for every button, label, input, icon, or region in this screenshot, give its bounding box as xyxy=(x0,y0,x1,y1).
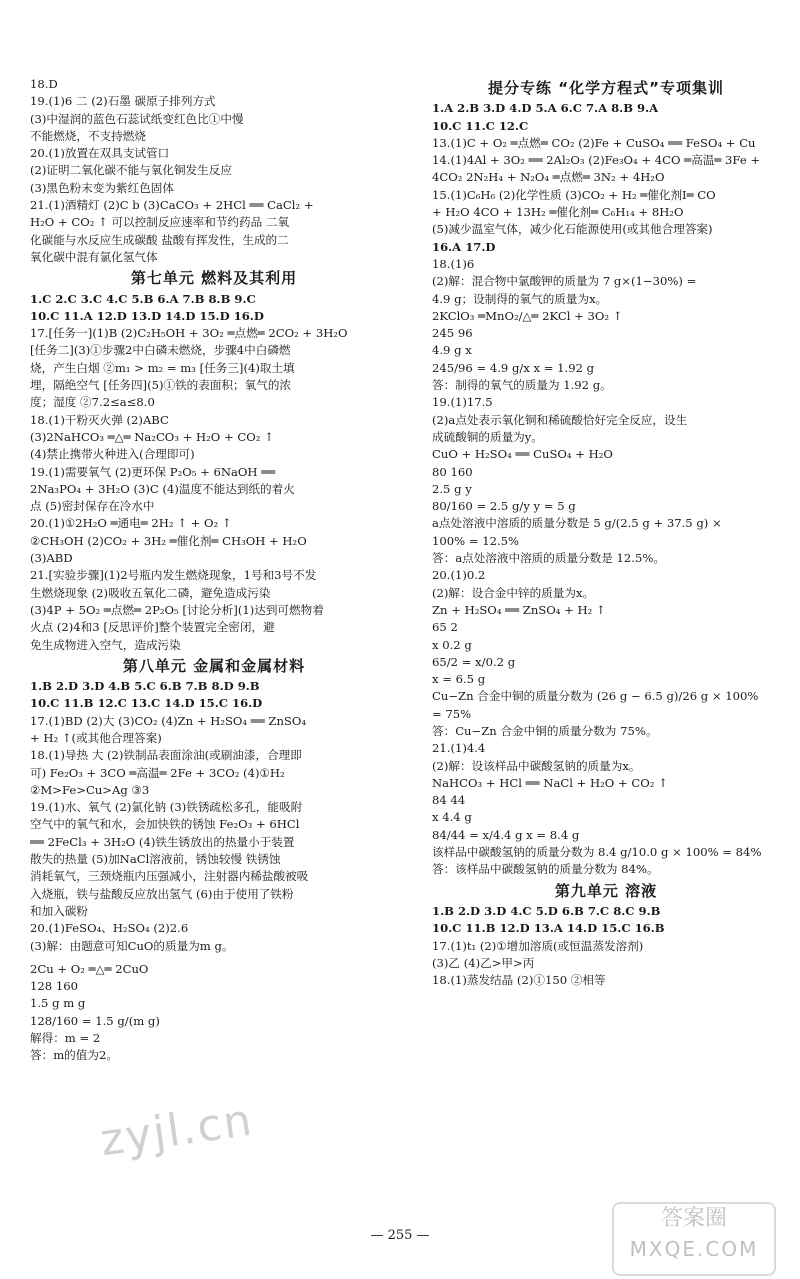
answer-line: CuO + H₂SO₄ ══ CuSO₄ + H₂O xyxy=(432,447,613,462)
answer-line: 2Na₃PO₄ + 3H₂O (3)C (4)温度不能达到纸的着火 xyxy=(30,481,295,496)
answer-line: 生燃烧现象 (2)吸收五氧化二磷，避免造成污染 xyxy=(30,585,271,600)
answer-line: x 0.2 g xyxy=(432,637,472,652)
answer-line: 19.(1)6 二 (2)石墨 碳原子排列方式 xyxy=(30,94,216,109)
answer-line: 18.(1)干粉灭火弹 (2)ABC xyxy=(30,412,169,427)
answer-line: 19.(1)水、氧气 (2)氯化钠 (3)铁锈疏松多孔，能吸附 xyxy=(30,800,303,815)
answer-line: NaHCO₃ + HCl ══ NaCl + H₂O + CO₂ ↑ xyxy=(432,775,668,790)
answer-line: 免生成物进入空气，造成污染 xyxy=(30,637,181,652)
answer-line: 13.(1)C + O₂ ═点燃═ CO₂ (2)Fe + CuSO₄ ══ FeSO₄ + Cu xyxy=(432,135,756,150)
answer-line: 18.(1)导热 大 (2)铁制品表面涂油(或刷油漆，合理即 xyxy=(30,748,302,763)
answer-line: 不能燃烧，不支持燃烧 xyxy=(30,128,146,143)
answer-line: H₂O + CO₂ ↑ 可以控制反应速率和节约药品 二氧 xyxy=(30,215,290,230)
answer-line: (2)解：设合金中锌的质量为x。 xyxy=(432,585,595,600)
answer-line: 20.(1)①2H₂O ═通电═ 2H₂ ↑ + O₂ ↑ xyxy=(30,516,232,531)
answer-line: 度；湿度 ②7.2≤a≤8.0 xyxy=(30,395,155,410)
watermark-left: zyjl.cn xyxy=(97,1094,257,1167)
answer-key-line: 1.B 2.D 3.D 4.C 5.D 6.B 7.C 8.C 9.B xyxy=(432,903,661,918)
answer-key-line: 10.C 11.C 12.C xyxy=(432,118,529,133)
answer-line: 100% = 12.5% xyxy=(432,533,520,548)
answer-line: 解得：m = 2 xyxy=(30,1031,101,1046)
answer-line: 2.5 g y xyxy=(432,481,472,496)
answer-line: 消耗氧气，三颈烧瓶内压强减小，注射器内稀盐酸被吸 xyxy=(30,869,309,884)
answer-line: 128 160 xyxy=(30,979,78,994)
answer-line: a点处溶液中溶质的质量分数是 5 g/(2.5 g + 37.5 g) × xyxy=(432,516,722,531)
answer-line: (3)2NaHCO₃ ═△═ Na₂CO₃ + H₂O + CO₂ ↑ xyxy=(30,429,274,444)
section-heading: 提分专练 “化学方程式”专项集训 xyxy=(488,79,724,97)
answer-line: 2KClO₃ ═MnO₂/△═ 2KCl + 3O₂ ↑ xyxy=(432,308,623,323)
answer-line: 80/160 = 2.5 g/y y = 5 g xyxy=(432,499,576,514)
answer-key-line: 1.A 2.B 3.D 4.D 5.A 6.C 7.A 8.B 9.A xyxy=(432,101,659,116)
answer-line: 18.(1)6 xyxy=(432,256,475,271)
answer-line: 4CO₂ 2N₂H₄ + N₂O₄ ═点燃═ 3N₂ + 4H₂O xyxy=(432,170,665,185)
answer-line: ②CH₃OH (2)CO₂ + 3H₂ ═催化剂═ CH₃OH + H₂O xyxy=(30,533,307,548)
answer-line: (3)解：由题意可知CuO的质量为m g。 xyxy=(30,938,234,953)
right-column xyxy=(432,76,780,989)
answer-line: 散失的热量 (5)加NaCl溶液前，锈蚀较慢 铁锈蚀 xyxy=(30,852,281,867)
answer-line: = 75% xyxy=(432,706,472,721)
answer-key-line: 10.C 11.A 12.D 13.D 14.D 15.D 16.D xyxy=(30,308,264,323)
answer-line: 可) Fe₂O₃ + 3CO ═高温═ 2Fe + 3CO₂ (4)①H₂ xyxy=(30,765,285,780)
answer-line: x = 6.5 g xyxy=(432,672,486,687)
answer-line: ②M>Fe>Cu>Ag ③3 xyxy=(30,782,150,797)
answer-line: 成硫酸铜的质量为y。 xyxy=(432,429,543,444)
answer-line: 20.(1)0.2 xyxy=(432,568,486,583)
answer-line: 火点 (2)4和3 [反思评价]整个装置完全密闭，避 xyxy=(30,620,275,635)
answer-line: (4)禁止携带火种进入(合理即可) xyxy=(30,447,195,462)
answer-line: 65/2 = x/0.2 g xyxy=(432,654,516,669)
answer-line: 点 (5)密封保存在冷水中 xyxy=(30,499,155,514)
watermark-right xyxy=(612,1202,776,1276)
answer-line: (2)解：混合物中氯酸钾的质量为 7 g×(1−30%) = xyxy=(432,274,697,289)
answer-line: ══ 2FeCl₃ + 3H₂O (4)铁生锈放出的热量小于装置 xyxy=(30,834,295,849)
answer-line: 21.(1)酒精灯 (2)C b (3)CaCO₃ + 2HCl ══ CaCl₂ + xyxy=(30,198,314,213)
answer-line: 氧化碳中混有氯化氢气体 xyxy=(30,249,158,264)
answer-key-line: 1.C 2.C 3.C 4.C 5.B 6.A 7.B 8.B 9.C xyxy=(30,291,256,306)
answer-key-line: 16.A 17.D xyxy=(432,239,496,254)
answer-line: 245 96 xyxy=(432,326,473,341)
page-number: — 255 — xyxy=(370,1228,430,1243)
answer-line: 15.(1)C₆H₆ (2)化学性质 (3)CO₂ + H₂ ═催化剂Ⅰ═ CO xyxy=(432,187,716,202)
answer-line: 4.9 g；设制得的氧气的质量为x。 xyxy=(432,291,608,306)
answer-line: (2)a点处表示氧化铜和稀硫酸恰好完全反应，设生 xyxy=(432,412,688,427)
answer-line: 84/44 = x/4.4 g x = 8.4 g xyxy=(432,827,580,842)
answer-line: (2)证明二氧化碳不能与氧化铜发生反应 xyxy=(30,163,232,178)
answer-line: 19.(1)17.5 xyxy=(432,395,493,410)
watermark-right-bottom: MXQE.COM xyxy=(629,1237,759,1261)
answer-line: + H₂O 4CO + 13H₂ ═催化剂═ C₆H₁₄ + 8H₂O xyxy=(432,205,684,220)
answer-line: 1.5 g m g xyxy=(30,996,86,1011)
answer-line: x 4.4 g xyxy=(432,810,472,825)
answer-line: (2)解：设该样品中碳酸氢钠的质量为x。 xyxy=(432,758,641,773)
answer-line: (3)乙 (4)乙>甲>丙 xyxy=(432,955,535,970)
answer-line: 21.(1)4.4 xyxy=(432,741,486,756)
answer-line: 17.(1)t₁ (2)①增加溶质(或恒温蒸发溶剂) xyxy=(432,938,644,953)
answer-line: 14.(1)4Al + 3O₂ ══ 2Al₂O₃ (2)Fe₃O₄ + 4CO ═高温═ 3Fe + xyxy=(432,153,761,168)
answer-line: 84 44 xyxy=(432,793,466,808)
answer-line: 65 2 xyxy=(432,620,458,635)
answer-line: 20.(1)放置在双具支试管口 xyxy=(30,146,170,161)
answer-line: 4.9 g x xyxy=(432,343,472,358)
answer-line: 答：该样品中碳酸氢钠的质量分数为 84%。 xyxy=(432,862,659,877)
watermark-right-top: 答案圈 xyxy=(660,1206,727,1231)
answer-line: (3)ABD xyxy=(30,551,73,566)
answer-line: 化碳能与水反应生成碳酸 盐酸有挥发性，生成的二 xyxy=(30,232,289,247)
answer-line: Cu−Zn 合金中铜的质量分数为 (26 g − 6.5 g)/26 g × 100% xyxy=(432,689,759,704)
answer-line: 埋，隔绝空气 [任务四](5)①铁的表面积；氧气的浓 xyxy=(30,378,292,393)
answer-line: 答：制得的氧气的质量为 1.92 g。 xyxy=(432,378,612,393)
answer-key-line: 1.B 2.D 3.D 4.B 5.C 6.B 7.B 8.D 9.B xyxy=(30,679,260,694)
answer-line: 入烧瓶，铁与盐酸反应放出氢气 (6)由于使用了铁粉 xyxy=(30,886,294,901)
answer-key-line: 10.C 11.B 12.D 13.A 14.D 15.C 16.B xyxy=(432,921,665,936)
answer-line: 空气中的氧气和水，会加快铁的锈蚀 Fe₂O₃ + 6HCl xyxy=(30,817,300,832)
answer-line: + H₂ ↑(或其他合理答案) xyxy=(30,730,162,745)
answer-line: 2Cu + O₂ ═△═ 2CuO xyxy=(30,961,149,976)
answer-line: 17.[任务一](1)B (2)C₂H₅OH + 3O₂ ═点燃═ 2CO₂ + 3H₂O xyxy=(30,326,348,341)
left-column xyxy=(30,76,398,1065)
answer-line: 245/96 = 4.9 g/x x = 1.92 g xyxy=(432,360,595,375)
answer-line: (3)中湿润的蓝色石蕊试纸变红色比①中慢 xyxy=(30,111,244,126)
answer-line: (3)4P + 5O₂ ═点燃═ 2P₂O₅ [讨论分析](1)达到可燃物着 xyxy=(30,602,324,617)
section-heading: 第八单元 金属和金属材料 xyxy=(122,656,306,675)
answer-line: 21.[实验步骤](1)2号瓶内发生燃烧现象，1号和3号不发 xyxy=(30,568,317,583)
section-heading: 第九单元 溶液 xyxy=(554,881,658,900)
answer-line: 答：a点处溶液中溶质的质量分数是 12.5%。 xyxy=(432,551,665,566)
answer-line: 128/160 = 1.5 g/(m g) xyxy=(30,1013,160,1028)
answer-line: 和加入碳粉 xyxy=(30,903,88,918)
answer-key-line: 10.C 11.B 12.C 13.C 14.D 15.C 16.D xyxy=(30,696,263,711)
answer-line: 80 160 xyxy=(432,464,473,479)
answer-line: [任务二](3)①步骤2中白磷未燃烧，步骤4中白磷燃 xyxy=(30,343,291,358)
answer-line: 答：Cu−Zn 合金中铜的质量分数为 75%。 xyxy=(432,723,658,738)
answer-line: 20.(1)FeSO₄、H₂SO₄ (2)2.6 xyxy=(30,921,189,936)
answer-line: (5)减少温室气体，减少化石能源使用(或其他合理答案) xyxy=(432,222,713,237)
answer-line: 答：m的值为2。 xyxy=(30,1048,118,1063)
answer-line: (3)黑色粉末变为紫红色固体 xyxy=(30,180,174,195)
answer-line: 19.(1)需要氧气 (2)更环保 P₂O₅ + 6NaOH ══ xyxy=(30,464,276,479)
answer-line: Zn + H₂SO₄ ══ ZnSO₄ + H₂ ↑ xyxy=(432,602,606,617)
section-heading: 第七单元 燃料及其利用 xyxy=(130,269,298,288)
answer-line: 17.(1)BD (2)大 (3)CO₂ (4)Zn + H₂SO₄ ══ ZnSO₄ xyxy=(30,713,307,728)
answer-line: 该样品中碳酸氢钠的质量分数为 8.4 g/10.0 g × 100% = 84% xyxy=(432,845,762,860)
answer-line: 18.D xyxy=(30,77,58,91)
answer-line: 18.(1)蒸发结晶 (2)①150 ②相等 xyxy=(432,973,606,988)
answer-line: 烧，产生白烟 ②m₁ > m₂ = m₃ [任务三](4)取土填 xyxy=(30,360,295,375)
